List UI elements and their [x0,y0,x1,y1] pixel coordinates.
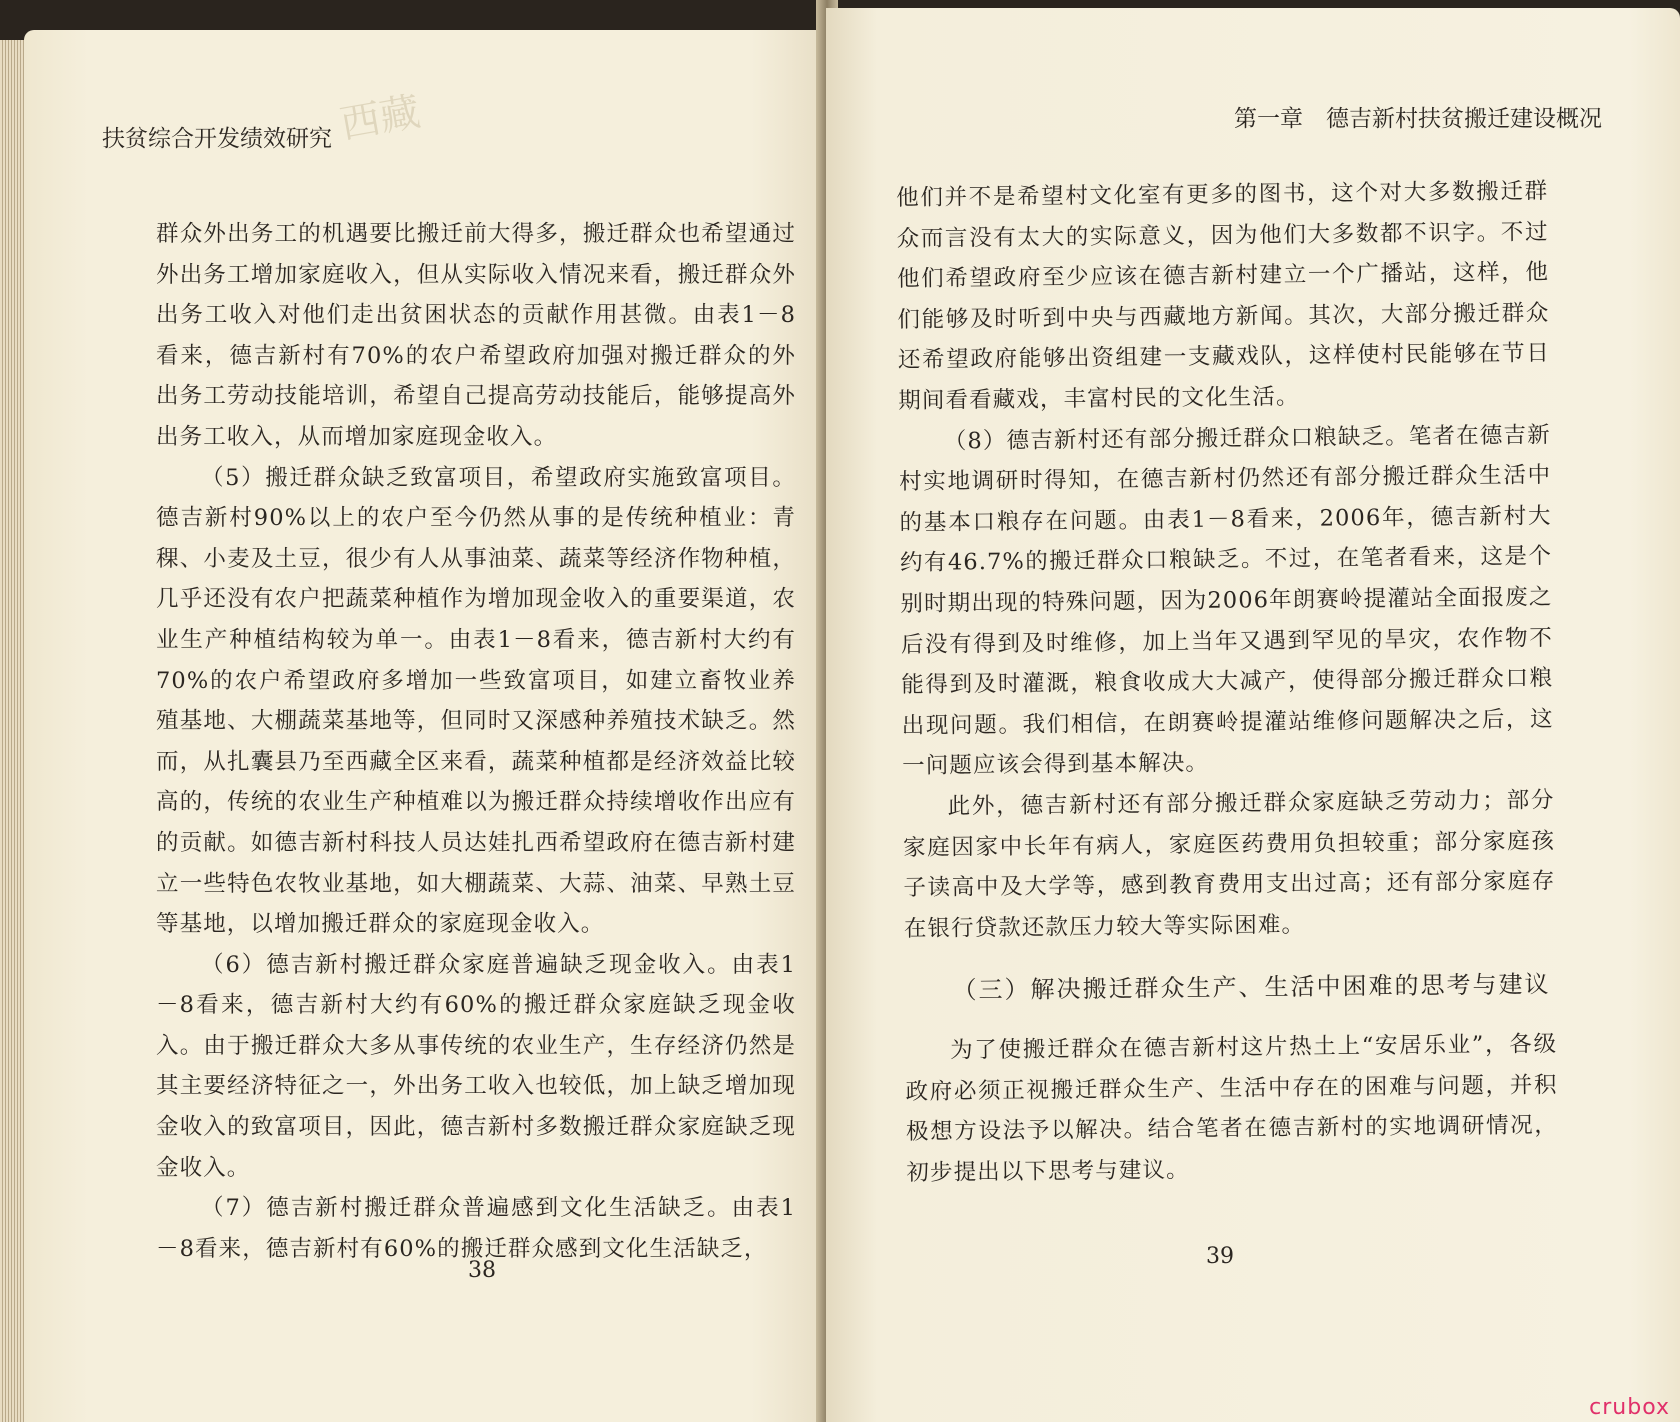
paragraph: 他们并不是希望村文化室有更多的图书，这个对大多数搬迁群众而言没有太大的实际意义，因为他们大多数都不识字。不过他们希望政府至少应该在德吉新村建立一个广播站，这样，他们能够及时听到中央与西藏地方新闻。其次，大部分搬迁群众还希望政府能够出资组建一支藏戏队，这样使村民能够在节日期间看看藏戏，丰富村民的文化生活。 [896,178,1551,414]
right-page [826,8,1680,1422]
left-page-number: 38 [468,1258,496,1283]
scanner-watermark: crubox [1589,1395,1670,1420]
paragraph: 此外，德吉新村还有部分搬迁群众家庭缺乏劳动力；部分家庭因家中长年有病人，家庭医药费用负担较重；部分家庭孩子读高中及大学等，感到教育费用支出过高；还有部分家庭存在银行贷款还款压力较大等实际困难。 [902,787,1556,942]
left-page [24,30,832,1422]
paragraph: （8）德吉新村还有部分搬迁群众口粮缺乏。笔者在德吉新村实地调研时得知，在德吉新村仍然还有部分搬迁群众生活中的基本口粮存在问题。由表1－8看来，2006年，德吉新村大约有46.7%的搬迁群众口粮缺乏。不过，在笔者看来，这是个别时期出现的特殊问题，因为2006年朗赛岭提灌站全面报废之后没有得到及时维修，加上当年又遇到罕见的旱灾，农作物不能得到及时灌溉，粮食收成大大减产，使得部分搬迁群众口粮出现问题。我们相信，在朗赛岭提灌站维修问题解决之后，这一问题应该会得到基本解决。 [899,421,1554,780]
paragraph: （6）德吉新村搬迁群众家庭普遍缺乏现金收入。由表1－8看来，德吉新村大约有60%的搬迁群众家庭缺乏现金收入。由于搬迁群众大多从事传统的农业生产，生存经济仍然是其主要经济特征之一，外出务工收入也较低，加上缺乏增加现金收入的致富项目，因此，德吉新村多数搬迁群众家庭缺乏现金收入。 [156,951,796,1181]
paragraph: （5）搬迁群众缺乏致富项目，希望政府实施致富项目。德吉新村90%以上的农户至今仍然从事的是传统种植业：青稞、小麦及土豆，很少有人从事油菜、蔬菜等经济作物种植，几乎还没有农户把蔬菜种植作为增加现金收入的重要渠道，农业生产种植结构较为单一。由表1－8看来，德吉新村大约有70%的农户希望政府多增加一些致富项目，如建立畜牧业养殖基地、大棚蔬菜基地等，但同时又深感种养殖技术缺乏。然而，从扎囊县乃至西藏全区来看，蔬菜种植都是经济效益比较高的，传统的农业生产种植难以为搬迁群众持续增收作出应有的贡献。如德吉新村科技人员达娃扎西希望政府在德吉新村建立一些特色农牧业基地，如大棚蔬菜、大蒜、油菜、早熟土豆等基地，以增加搬迁群众的家庭现金收入。 [156,464,796,938]
left-running-head: 扶贫综合开发绩效研究 [102,126,332,152]
publisher-logo: 西藏 [336,88,424,149]
right-page-number: 39 [1206,1244,1234,1269]
section-subheading: （三）解决搬迁群众生产、生活中困难的思考与建议 [952,970,1551,1005]
paragraph: （7）德吉新村搬迁群众普遍感到文化生活缺乏。由表1－8看来，德吉新村有60%的搬迁群众感到文化生活缺乏， [156,1195,796,1262]
left-body-text [156,214,796,1269]
paragraph: 群众外出务工的机遇要比搬迁前大得多，搬迁群众也希望通过外出务工增加家庭收入，但从实际收入情况来看，搬迁群众外出务工收入对他们走出贫困状态的贡献作用甚微。由表1－8看来，德吉新村有70%的农户希望政府加强对搬迁群众的外出务工劳动技能培训，希望自己提高劳动技能后，能够提高外出务工收入，从而增加家庭现金收入。 [156,221,796,450]
paragraph: 为了使搬迁群众在德吉新村这片热土上“安居乐业”，各级政府必须正视搬迁群众生产、生活中存在的困难与问题，并积极想方设法予以解决。结合笔者在德吉新村的实地调研情况，初步提出以下思考与建议。 [905,1031,1559,1187]
right-running-head: 第一章 德吉新村扶贫搬迁建设概况 [1234,106,1602,132]
right-body-text [896,171,1559,1193]
